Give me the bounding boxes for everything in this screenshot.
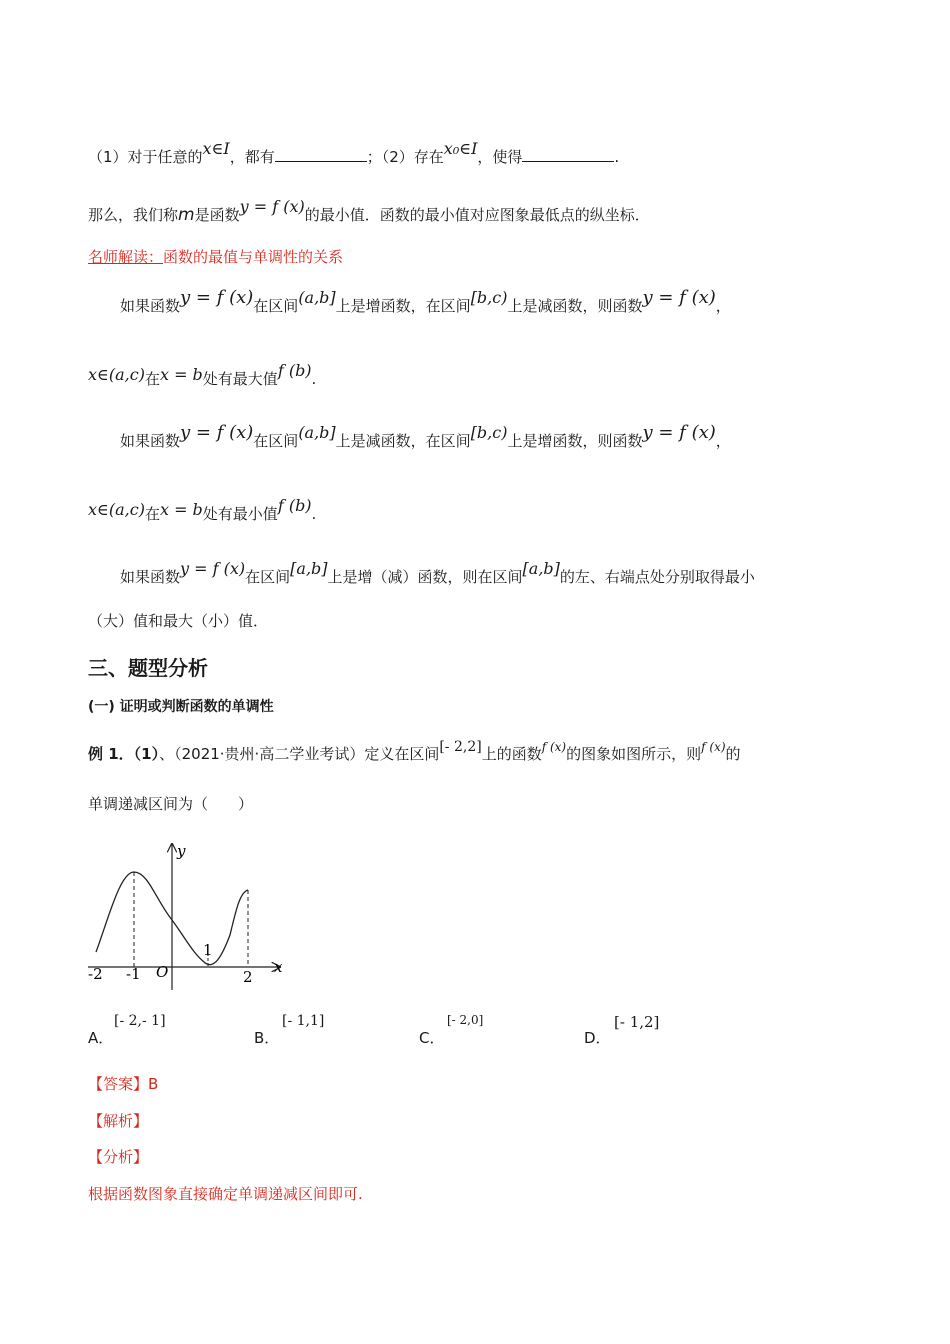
function-graph xyxy=(84,840,294,998)
subsection-title: (一) 证明或判断函数的单调性 xyxy=(88,699,274,715)
tick-label-neg1: -1 xyxy=(126,965,141,983)
example-question: 例 1．（1）、（2021·贵州·高二学业考试）定义在区间[- 2,2]上的函数$^{f (x)}$的图象如图所示，则$^{f (x)}$的 xyxy=(88,739,741,763)
math-x0-in-i: x₀∈I xyxy=(443,139,478,158)
origin-label: O xyxy=(156,963,169,981)
analysis-label: 【解析】 xyxy=(88,1112,149,1130)
paragraph-min: 如果函数y = f (x)在区间(a,b]上是减函数，在区间[b,c)上是增函数，则函数y = f (x)， xyxy=(120,422,731,450)
math-x-in-i: x∈I xyxy=(202,139,230,158)
analysis-sub-label: 【分析】 xyxy=(88,1148,149,1166)
min-value-definition: 那么，我们称m是函数y = f (x)的最小值．函数的最小值对应图象最低点的纵坐标． xyxy=(88,197,650,225)
paragraph-max: 如果函数y = f (x)在区间(a,b]上是增函数，在区间[b,c)上是减函数，则函数y = f (x)， xyxy=(120,287,731,315)
paragraph-min-cont: x∈(a,c)在x = b处有最小值f (b). xyxy=(88,496,317,523)
answer-value: B xyxy=(148,1075,159,1093)
paragraph-endpoints-cont: （大）值和最大（小）值． xyxy=(88,612,269,630)
example-question-line2: 单调递减区间为（ ） xyxy=(88,795,254,813)
answer-blank-1 xyxy=(275,147,367,162)
tick-label-2: 2 xyxy=(243,968,253,986)
tick-label-neg2: -2 xyxy=(88,965,103,983)
condition-line: （1）对于任意的x∈I，都有 ；（2）存在x₀∈I，使得 . xyxy=(88,139,620,166)
paragraph-max-cont: x∈(a,c)在x = b处有最大值f (b). xyxy=(88,361,317,388)
answer-blank-2 xyxy=(522,147,614,162)
y-axis-label: y xyxy=(177,842,186,860)
tick-label-1: 1 xyxy=(203,941,213,959)
x-axis-label: x xyxy=(274,958,283,976)
analysis-text: 根据函数图象直接确定单调递减区间即可. xyxy=(88,1185,363,1203)
paragraph-endpoints: 如果函数y = f (x)在区间[a,b]上是增（减）函数，则在区间[a,b]的左、右端点处分别取得最小 xyxy=(120,559,755,586)
math-m: m xyxy=(178,205,195,225)
section-title: 三、题型分析 xyxy=(88,656,208,680)
math-y-fx: y = f (x) xyxy=(239,197,305,216)
note-title: 名师解读：函数的最值与单调性的关系 xyxy=(88,248,344,266)
answer-line: 【答案】B xyxy=(88,1075,159,1093)
